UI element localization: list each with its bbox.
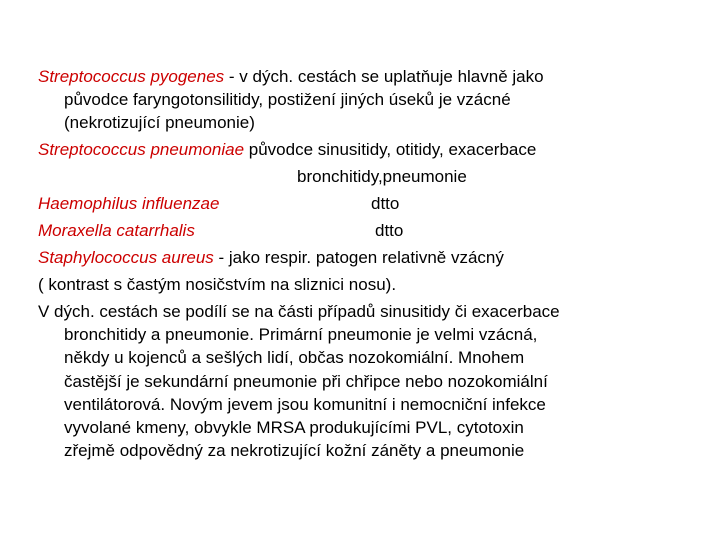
entry-staphylococcus-line-1 [38,248,504,268]
entry-pyogenes-line-2: původce faryngotonsilitidy, postižení jiných úseků je vzácné [64,90,511,109]
species-name-haemophilus: Haemophilus influenzae [38,194,220,213]
paragraph-line-3: někdy u kojenců a sešlých lidí, občas nozokomiální. Mnohem [64,348,525,367]
species-name-moraxella: Moraxella catarrhalis [38,221,195,240]
entry-staphylococcus-line-2: ( kontrast s častým nosičstvím na sliznici nosu). [38,275,397,294]
entry-moraxella-dtto: dtto [375,221,404,240]
entry-pneumoniae-line-2: bronchitidy,pneumonie [297,167,467,186]
paragraph-line-7: zřejmě odpovědný za nekrotizující kožní záněty a pneumonie [64,441,525,460]
paragraph-line-6: vyvolané kmeny, obvykle MRSA produkujícími PVL, cytotoxin [64,418,524,437]
entry-pyogenes-line-1 [38,67,544,87]
entry-pneumoniae-text-1: původce sinusitidy, otitidy, exacerbace [244,140,537,159]
entry-moraxella [38,221,404,241]
entry-staphylococcus-text-1: - jako respir. patogen relativně vzácný [213,248,504,267]
entry-pyogenes-line-3: (nekrotizující pneumonie) [64,113,255,132]
species-name-pyogenes: Streptococcus pyogenes [38,67,225,86]
paragraph-line-4: častější je sekundární pneumonie při chřipce nebo nozokomiální [64,372,548,391]
entry-pyogenes-text-1: - v dých. cestách se uplatňuje hlavně jako [224,67,544,86]
paragraph-line-1: V dých. cestách se podílí se na části případů sinusitidy či exacerbace [38,302,560,321]
entry-haemophilus [38,194,400,214]
entry-haemophilus-dtto: dtto [371,194,400,213]
species-name-staphylococcus: Staphylococcus aureus [38,248,214,267]
paragraph-line-2: bronchitidy a pneumonie. Primární pneumonie je velmi vzácná, [64,325,538,344]
paragraph-line-5: ventilátorová. Novým jevem jsou komunitní i nemocniční infekce [64,395,546,414]
entry-pneumoniae-line-1 [38,140,536,160]
species-name-pneumoniae: Streptococcus pneumoniae [38,140,245,159]
